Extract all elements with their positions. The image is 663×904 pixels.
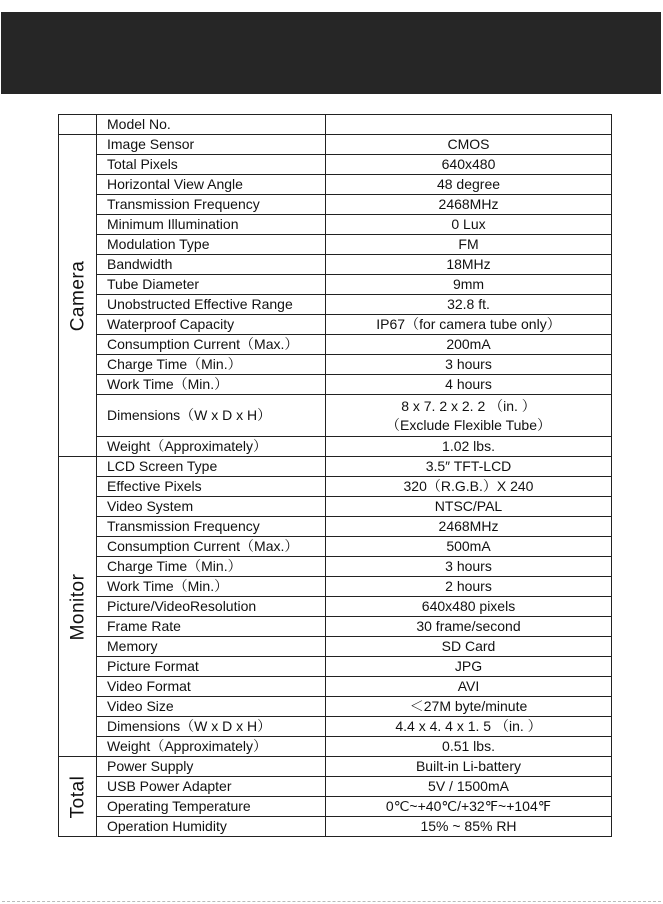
row-label: Work Time（Min.） bbox=[97, 375, 326, 395]
row-label: Unobstructed Effective Range bbox=[97, 295, 326, 315]
row-value: 2 hours bbox=[326, 577, 612, 597]
row-value bbox=[326, 115, 612, 135]
row-label: USB Power Adapter bbox=[97, 777, 326, 797]
table-row bbox=[59, 737, 612, 757]
table-row bbox=[59, 295, 612, 315]
row-label: Video System bbox=[97, 497, 326, 517]
table-row bbox=[59, 215, 612, 235]
row-label: Image Sensor bbox=[97, 135, 326, 155]
table-row bbox=[59, 457, 612, 477]
row-label: Minimum Illumination bbox=[97, 215, 326, 235]
row-value: Built-in Li-battery bbox=[326, 757, 612, 777]
row-value: 3 hours bbox=[326, 557, 612, 577]
row-value: 2468MHz bbox=[326, 195, 612, 215]
row-value: AVI bbox=[326, 677, 612, 697]
row-value: 18MHz bbox=[326, 255, 612, 275]
row-label: Memory bbox=[97, 637, 326, 657]
spec-table bbox=[58, 114, 612, 837]
table-row bbox=[59, 355, 612, 375]
row-value: 15% ~ 85% RH bbox=[326, 817, 612, 837]
table-row bbox=[59, 135, 612, 155]
section-title: Monitor bbox=[67, 573, 88, 640]
row-value: 4.4 x 4. 4 x 1. 5 （in. ） bbox=[326, 717, 612, 737]
row-value: 5V / 1500mA bbox=[326, 777, 612, 797]
table-row bbox=[59, 797, 612, 817]
row-label: Video Format bbox=[97, 677, 326, 697]
row-value: IP67（for camera tube only） bbox=[326, 315, 612, 335]
row-value: 4 hours bbox=[326, 375, 612, 395]
row-value: CMOS bbox=[326, 135, 612, 155]
table-row bbox=[59, 597, 612, 617]
table-row bbox=[59, 315, 612, 335]
table-row bbox=[59, 657, 612, 677]
table-row bbox=[59, 817, 612, 837]
row-value: 9mm bbox=[326, 275, 612, 295]
row-value: NTSC/PAL bbox=[326, 497, 612, 517]
table-row bbox=[59, 477, 612, 497]
row-label: Transmission Frequency bbox=[97, 195, 326, 215]
header-bar bbox=[1, 12, 661, 94]
row-label: Charge Time（Min.） bbox=[97, 355, 326, 375]
row-label: LCD Screen Type bbox=[97, 457, 326, 477]
row-value: FM bbox=[326, 235, 612, 255]
table-row bbox=[59, 757, 612, 777]
row-label: Effective Pixels bbox=[97, 477, 326, 497]
table-row bbox=[59, 677, 612, 697]
section-title: Camera bbox=[67, 260, 88, 331]
section-title: Total bbox=[67, 775, 88, 818]
row-value: 640x480 pixels bbox=[326, 597, 612, 617]
table-row bbox=[59, 617, 612, 637]
row-label: Consumption Current（Max.） bbox=[97, 537, 326, 557]
table-row bbox=[59, 235, 612, 255]
row-value bbox=[326, 395, 612, 437]
table-row bbox=[59, 335, 612, 355]
row-label: Video Size bbox=[97, 697, 326, 717]
section-total bbox=[59, 757, 97, 837]
table-row bbox=[59, 637, 612, 657]
row-value: 3 hours bbox=[326, 355, 612, 375]
row-label: Total Pixels bbox=[97, 155, 326, 175]
row-value: SD Card bbox=[326, 637, 612, 657]
section-monitor bbox=[59, 457, 97, 757]
table-row bbox=[59, 175, 612, 195]
row-value: 0.51 lbs. bbox=[326, 737, 612, 757]
corner-cell bbox=[59, 115, 97, 135]
table-row bbox=[59, 777, 612, 797]
table-row bbox=[59, 437, 612, 457]
footer-divider bbox=[2, 901, 661, 903]
row-label: Weight（Approximately） bbox=[97, 437, 326, 457]
row-label: Modulation Type bbox=[97, 235, 326, 255]
row-label: Tube Diameter bbox=[97, 275, 326, 295]
table-row bbox=[59, 517, 612, 537]
row-value: 3.5″ TFT-LCD bbox=[326, 457, 612, 477]
row-label: Weight（Approximately） bbox=[97, 737, 326, 757]
row-value: 0℃~+40℃/+32℉~+104℉ bbox=[326, 797, 612, 817]
row-label: Waterproof Capacity bbox=[97, 315, 326, 335]
table-row bbox=[59, 557, 612, 577]
table-row bbox=[59, 115, 612, 135]
row-value: 30 frame/second bbox=[326, 617, 612, 637]
table-row bbox=[59, 155, 612, 175]
row-value: 48 degree bbox=[326, 175, 612, 195]
row-label: Transmission Frequency bbox=[97, 517, 326, 537]
table-row bbox=[59, 275, 612, 295]
row-label: Picture Format bbox=[97, 657, 326, 677]
table-row bbox=[59, 195, 612, 215]
row-label: Dimensions（W x D x H） bbox=[97, 717, 326, 737]
section-camera bbox=[59, 135, 97, 457]
row-label: Dimensions（W x D x H） bbox=[97, 395, 326, 437]
table-row bbox=[59, 497, 612, 517]
row-value: 200mA bbox=[326, 335, 612, 355]
row-value: 2468MHz bbox=[326, 517, 612, 537]
table-row bbox=[59, 697, 612, 717]
row-label: Operation Humidity bbox=[97, 817, 326, 837]
row-value: 1.02 lbs. bbox=[326, 437, 612, 457]
table-row bbox=[59, 577, 612, 597]
row-label: Picture/VideoResolution bbox=[97, 597, 326, 617]
dimensions-line-2: （Exclude Flexible Tube） bbox=[386, 416, 551, 433]
table-row bbox=[59, 255, 612, 275]
row-value: 500mA bbox=[326, 537, 612, 557]
table-row bbox=[59, 395, 612, 437]
row-label: Work Time（Min.） bbox=[97, 577, 326, 597]
row-label: Frame Rate bbox=[97, 617, 326, 637]
row-label: Consumption Current（Max.） bbox=[97, 335, 326, 355]
row-label: Horizontal View Angle bbox=[97, 175, 326, 195]
table-row bbox=[59, 375, 612, 395]
row-value: 32.8 ft. bbox=[326, 295, 612, 315]
table-row bbox=[59, 717, 612, 737]
row-value: 640x480 bbox=[326, 155, 612, 175]
row-value: ＜27M byte/minute bbox=[326, 697, 612, 717]
dimensions-line-1: 8 x 7. 2 x 2. 2 （in. ） bbox=[401, 397, 536, 414]
row-label: Operating Temperature bbox=[97, 797, 326, 817]
row-label: Charge Time（Min.） bbox=[97, 557, 326, 577]
row-value: JPG bbox=[326, 657, 612, 677]
row-value: 320（R.G.B.）X 240 bbox=[326, 477, 612, 497]
row-label: Power Supply bbox=[97, 757, 326, 777]
table-row bbox=[59, 537, 612, 557]
row-label: Model No. bbox=[97, 115, 326, 135]
row-label: Bandwidth bbox=[97, 255, 326, 275]
row-value: 0 Lux bbox=[326, 215, 612, 235]
